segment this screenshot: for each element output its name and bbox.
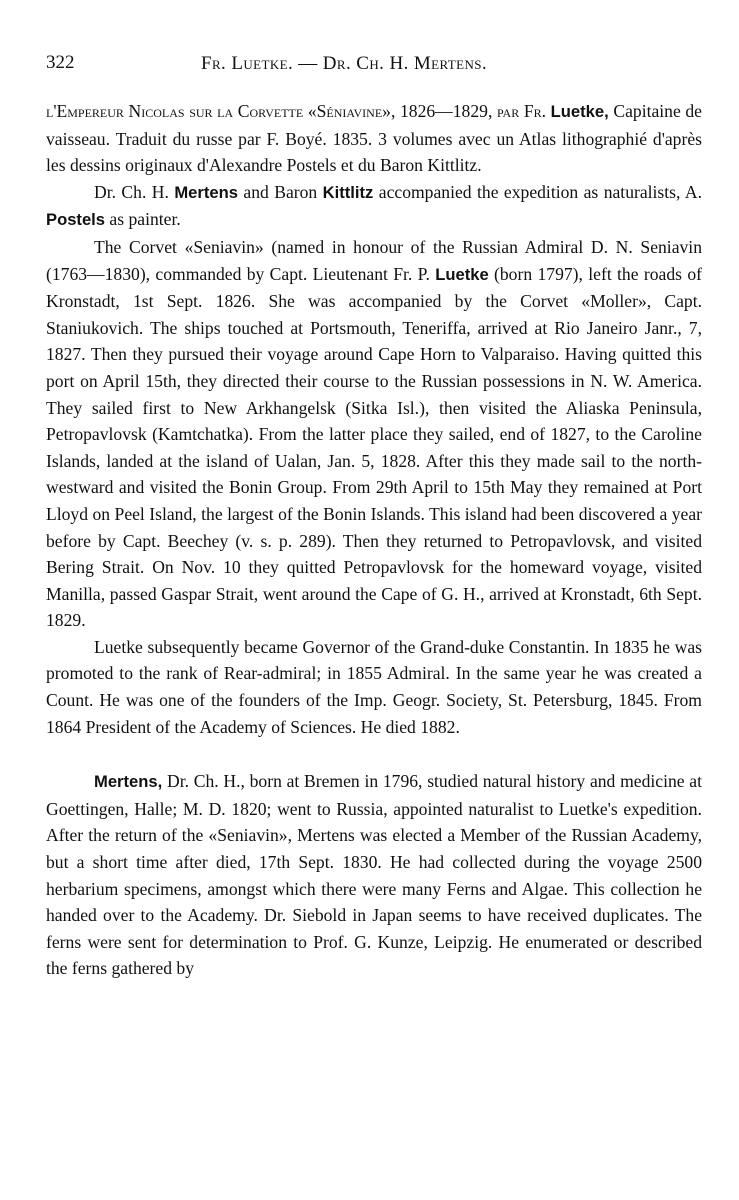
paragraph-bibliography [46,98,702,179]
name-luetke: Luetke, [550,102,609,121]
page-content [46,98,702,982]
paragraph-luetke-career [46,634,702,740]
section-gap [46,740,702,768]
title-lead: l'Empereur Nicolas sur la Corvette «Séniavine», 1826—1829, par Fr. [46,101,551,121]
paragraph-naturalists [46,179,702,234]
paragraph-text: Capitaine de vaisseau. Traduit du russe par F. Boyé. 1835. 3 volumes avec un Atlas lithographié d'après les dessins originaux d'Alexandre Postels et du Baron Kittlitz. [46,101,702,176]
paragraph-text: Luetke subsequently became Governor of the Grand-duke Constantin. In 1835 he was promoted to the rank of Rear-admiral; in 1855 Admiral. In the same year he was created a Count. He was one of the founders of the Imp. Geogr. Society, St. Petersburg, 1845. From 1864 President of the Academy of Sciences. He died 1882. [46,636,702,737]
page-number: 322 [46,52,75,73]
entry-heading-mertens: Mertens, [94,772,163,792]
paragraph-text: The Corvet «Seniavin» (named in honour of the Russian Admiral D. N. Seniavin (1763—1830), commanded by Capt. Lieutenant Fr. P. [46,236,702,284]
paragraph-mertens-entry [46,768,702,982]
paragraph-text: and Baron [237,181,323,202]
paragraph-text: (born 1797), left the roads of Kronstadt, 1st Sept. 1826. She was accompanied by the Corvet «Moller», Capt. Staniukovich. The ships touched at Portsmouth, Teneriffa, arrived at Rio Janeiro Janr., 7, 1827. Then they pursued their voyage around Cape Horn to Valparaiso. Having quitted this port on April 15th, they directed their course to the Russian possessions in N. W. America. They sailed first to New Arkhangelsk (Sitka Isl.), then visited the Aliaska Peninsula, Petropavlovsk (Kamtchatka). From the latter place they sailed, end of 1827, to the Caroline Islands, landed at the island of Ualan, Jan. 5, 1828. After this they made sail to the north-westward and visited the Bonin Group. From 29th April to 15th May they remained at Port Lloyd on Peel Island, the largest of the Bonin Islands. This island had been discovered a year before by Capt. Beechey (v. s. p. 289). Then they returned to Petropavlovsk, and visited Bering Strait. On Nov. 10 they quitted Petropavlovsk for the homeward voyage, visited Manilla, passed Gaspar Strait, went around the Cape of G. H., arrived at Kronstadt, 6th Sept. 1829. [46,263,702,631]
paragraph-text: Dr. Ch. H. [94,181,175,202]
running-head: Fr. Luetke. — Dr. Ch. H. Mertens. [201,53,488,74]
paragraph-text: accompanied the expedition as naturalists, A. [373,181,702,202]
paragraph-voyage [46,234,702,634]
paragraph-text: as painter. [105,209,181,230]
name-mertens: Mertens [174,182,238,202]
name-kittlitz: Kittlitz [322,182,374,202]
paragraph-text: Dr. Ch. H., born at Bremen in 1796, studied natural history and medicine at Goettingen, Halle; M. D. 1820; went to Russia, appointed naturalist to Luetke's expedition. After the return of the «Seniavin», Mertens was elected a Member of the Russian Academy, but a short time after died, 17th Sept. 1830. He had collected during the voyage 2500 herbarium specimens, amongst which there were many Ferns and Algae. This collection he handed over to the Academy. Dr. Siebold in Japan seems to have received duplicates. The ferns were sent for determination to Prof. G. Kunze, Leipzig. He enumerated or described the ferns gathered by [46,771,702,979]
name-luetke: Luetke [435,264,489,284]
page-header [46,52,706,80]
name-postels: Postels [46,210,106,230]
